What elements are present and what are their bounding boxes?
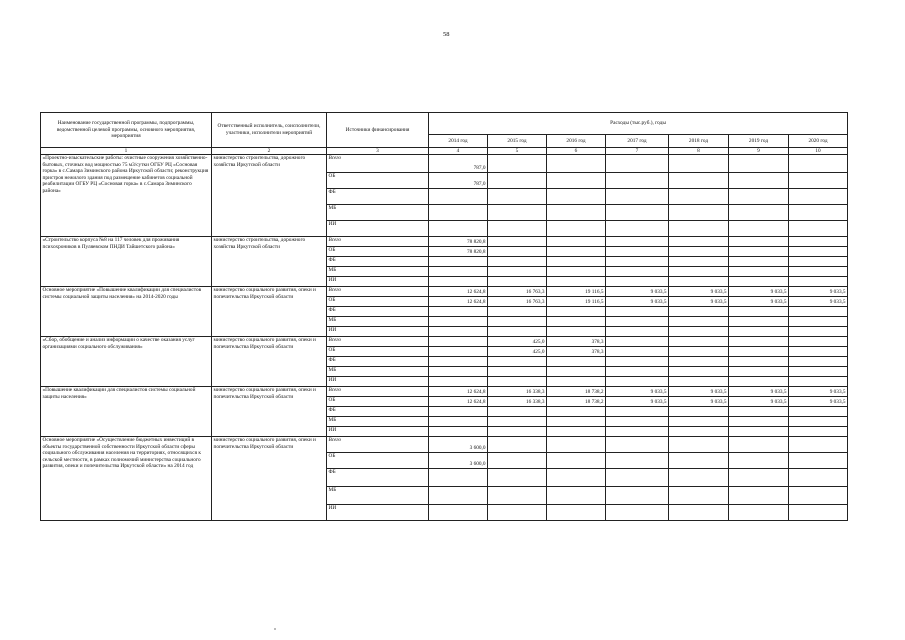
amount-cell bbox=[669, 469, 729, 487]
amount-cell bbox=[606, 221, 669, 237]
amount-cell bbox=[669, 347, 729, 357]
column-number: 10 bbox=[789, 148, 848, 155]
amount-cell: 378,3 bbox=[547, 337, 606, 347]
funding-source-cell: ФБ bbox=[327, 189, 429, 205]
amount-cell bbox=[669, 407, 729, 417]
amount-cell bbox=[789, 173, 848, 189]
amount-cell bbox=[669, 277, 729, 287]
amount-cell bbox=[669, 221, 729, 237]
header-year: 2018 год bbox=[669, 135, 729, 148]
amount-cell: 9 033,5 bbox=[669, 287, 729, 297]
amount-cell bbox=[669, 453, 729, 469]
amount-cell bbox=[488, 205, 547, 221]
header-year: 2019 год bbox=[729, 135, 789, 148]
amount-cell bbox=[789, 327, 848, 337]
amount-cell bbox=[606, 469, 669, 487]
funding-source-cell: ФБ bbox=[327, 407, 429, 417]
amount-cell: 9 033,5 bbox=[669, 397, 729, 407]
amount-cell bbox=[429, 267, 488, 277]
amount-cell: 9 033,5 bbox=[789, 287, 848, 297]
amount-cell bbox=[488, 417, 547, 427]
amount-cell bbox=[488, 377, 547, 387]
amount-cell bbox=[606, 277, 669, 287]
amount-cell bbox=[429, 417, 488, 427]
amount-cell bbox=[789, 367, 848, 377]
amount-cell bbox=[669, 189, 729, 205]
column-number: 9 bbox=[729, 148, 789, 155]
amount-cell: 425,0 bbox=[488, 337, 547, 347]
funding-source-cell: МБ bbox=[327, 267, 429, 277]
amount-cell bbox=[729, 257, 789, 267]
amount-cell: 9 033,5 bbox=[729, 397, 789, 407]
amount-cell: 9 033,5 bbox=[606, 387, 669, 397]
column-number: 5 bbox=[488, 148, 547, 155]
amount-cell: 425,0 bbox=[488, 347, 547, 357]
amount-cell bbox=[547, 487, 606, 505]
executor-cell: министерство социального развития, опеки и попечительства Иркутской области bbox=[212, 337, 327, 387]
amount-cell bbox=[547, 357, 606, 367]
amount-cell bbox=[789, 247, 848, 257]
amount-cell bbox=[729, 189, 789, 205]
column-number: 6 bbox=[547, 148, 606, 155]
amount-cell bbox=[488, 487, 547, 505]
funding-source-cell: ФБ bbox=[327, 307, 429, 317]
column-number: 2 bbox=[212, 148, 327, 155]
amount-cell: 787,0 bbox=[429, 155, 488, 173]
amount-cell bbox=[429, 357, 488, 367]
amount-cell bbox=[606, 317, 669, 327]
funding-source-cell: ИИ bbox=[327, 221, 429, 237]
amount-cell bbox=[669, 307, 729, 317]
executor-cell: министерство строительства, дорожного хозяйства Иркутской области bbox=[212, 155, 327, 237]
amount-cell bbox=[606, 437, 669, 453]
amount-cell: 16 763,3 bbox=[488, 297, 547, 307]
header-year: 2016 год bbox=[547, 135, 606, 148]
amount-cell bbox=[429, 347, 488, 357]
amount-cell: 12 624,8 bbox=[429, 387, 488, 397]
amount-cell bbox=[729, 505, 789, 521]
amount-cell bbox=[729, 221, 789, 237]
amount-cell bbox=[729, 417, 789, 427]
program-name-cell: «Проектно-изыскательские работы: очистные сооружения хозяйственно-бытовых, сточных вод мощностью 75 м3/сутки ОГБУ РЦ «Сосновая горка» в с.Самара Зиминского района Иркутской области; реконструкция пристроя нежилого здания под размещение кабинетов социальной реабилитации ОГБУ РЦ «Сосновая горка» в с.Самара Зиминского района» bbox=[41, 155, 212, 237]
executor-cell: министерство строительства, дорожного хозяйства Иркутской области bbox=[212, 237, 327, 287]
executor-cell: министерство социального развития, опеки и попечительства Иркутской области bbox=[212, 287, 327, 337]
amount-cell: 18 738,2 bbox=[547, 387, 606, 397]
amount-cell bbox=[606, 173, 669, 189]
amount-cell bbox=[488, 257, 547, 267]
amount-cell bbox=[547, 221, 606, 237]
header-year: 2017 год bbox=[606, 135, 669, 148]
amount-cell bbox=[789, 267, 848, 277]
amount-cell bbox=[789, 307, 848, 317]
amount-cell bbox=[669, 417, 729, 427]
amount-cell bbox=[669, 267, 729, 277]
column-number: 3 bbox=[327, 148, 429, 155]
amount-cell bbox=[606, 155, 669, 173]
header-program: Наименование государственной программы, подпрограммы, ведомственной целевой программы, основного мероприятия, мероприятия bbox=[41, 113, 212, 148]
amount-cell bbox=[547, 257, 606, 267]
header-expenses: Расходы (тыс.руб.), годы bbox=[429, 113, 848, 135]
column-number: 8 bbox=[669, 148, 729, 155]
amount-cell bbox=[606, 247, 669, 257]
amount-cell bbox=[488, 317, 547, 327]
page-number: 58 bbox=[443, 31, 450, 38]
amount-cell bbox=[606, 205, 669, 221]
amount-cell bbox=[429, 205, 488, 221]
amount-cell bbox=[547, 505, 606, 521]
amount-cell bbox=[789, 155, 848, 173]
amount-cell bbox=[669, 173, 729, 189]
amount-cell: 9 033,5 bbox=[669, 297, 729, 307]
amount-cell bbox=[488, 155, 547, 173]
amount-cell bbox=[729, 237, 789, 247]
table-row bbox=[41, 437, 848, 453]
amount-cell bbox=[606, 453, 669, 469]
amount-cell bbox=[429, 307, 488, 317]
amount-cell bbox=[729, 327, 789, 337]
amount-cell: 19 116,5 bbox=[547, 297, 606, 307]
column-number: 4 bbox=[429, 148, 488, 155]
amount-cell bbox=[606, 189, 669, 205]
amount-cell bbox=[547, 267, 606, 277]
amount-cell bbox=[669, 327, 729, 337]
amount-cell bbox=[606, 377, 669, 387]
amount-cell bbox=[789, 221, 848, 237]
amount-cell: 9 033,5 bbox=[729, 297, 789, 307]
amount-cell bbox=[789, 437, 848, 453]
amount-cell bbox=[729, 453, 789, 469]
amount-cell bbox=[789, 237, 848, 247]
amount-cell: 787,0 bbox=[429, 173, 488, 189]
amount-cell: 9 033,5 bbox=[669, 387, 729, 397]
amount-cell bbox=[729, 407, 789, 417]
executor-cell: министерство социального развития, опеки и попечительства Иркутской области bbox=[212, 387, 327, 437]
amount-cell bbox=[429, 327, 488, 337]
amount-cell bbox=[669, 367, 729, 377]
amount-cell bbox=[429, 407, 488, 417]
table-row bbox=[41, 287, 848, 297]
amount-cell bbox=[488, 407, 547, 417]
amount-cell: 9 033,5 bbox=[729, 387, 789, 397]
amount-cell bbox=[729, 173, 789, 189]
amount-cell bbox=[729, 307, 789, 317]
funding-source-cell: ИИ bbox=[327, 377, 429, 387]
funding-source-cell: ОБ bbox=[327, 397, 429, 407]
header-year: 2014 год bbox=[429, 135, 488, 148]
amount-cell bbox=[606, 367, 669, 377]
amount-cell bbox=[429, 257, 488, 267]
column-number: 1 bbox=[41, 148, 212, 155]
amount-cell bbox=[429, 505, 488, 521]
funding-source-cell: Всего bbox=[327, 155, 429, 173]
amount-cell bbox=[669, 337, 729, 347]
amount-cell: 16 338,3 bbox=[488, 397, 547, 407]
amount-cell bbox=[669, 357, 729, 367]
amount-cell bbox=[547, 307, 606, 317]
amount-cell bbox=[606, 357, 669, 367]
amount-cell bbox=[729, 377, 789, 387]
amount-cell bbox=[669, 257, 729, 267]
funding-source-cell: ФБ bbox=[327, 257, 429, 267]
executor-cell: министерство социального развития, опеки и попечительства Иркутской области bbox=[212, 437, 327, 521]
column-number: 7 bbox=[606, 148, 669, 155]
table-row bbox=[41, 387, 848, 397]
amount-cell bbox=[789, 277, 848, 287]
funding-source-cell: МБ bbox=[327, 205, 429, 221]
amount-cell bbox=[547, 377, 606, 387]
amount-cell bbox=[789, 317, 848, 327]
program-name-cell: Основное мероприятие «Осуществление бюджетных инвестиций в объекты государственной собственности Иркутской области сферы социального обслуживания населения на территориях, относящихся к сельской местности, в рамках полномочий министерства социального развития, опеки и попечительства Иркутской области» на 2014 год bbox=[41, 437, 212, 521]
header-year: 2015 год bbox=[488, 135, 547, 148]
amount-cell bbox=[547, 453, 606, 469]
amount-cell: 12 624,8 bbox=[429, 287, 488, 297]
amount-cell bbox=[789, 487, 848, 505]
amount-cell bbox=[789, 189, 848, 205]
amount-cell bbox=[488, 189, 547, 205]
amount-cell bbox=[429, 487, 488, 505]
funding-source-cell: ИИ bbox=[327, 327, 429, 337]
funding-source-cell: Всего bbox=[327, 387, 429, 397]
amount-cell bbox=[789, 453, 848, 469]
amount-cell bbox=[789, 257, 848, 267]
table-row bbox=[41, 337, 848, 347]
amount-cell bbox=[547, 407, 606, 417]
amount-cell bbox=[547, 427, 606, 437]
funding-source-cell: Всего bbox=[327, 337, 429, 347]
amount-cell bbox=[789, 337, 848, 347]
stray-mark bbox=[274, 628, 276, 630]
amount-cell bbox=[547, 155, 606, 173]
amount-cell bbox=[488, 469, 547, 487]
amount-cell bbox=[488, 427, 547, 437]
amount-cell bbox=[729, 277, 789, 287]
amount-cell bbox=[547, 173, 606, 189]
amount-cell: 16 763,3 bbox=[488, 287, 547, 297]
funding-source-cell: Всего bbox=[327, 237, 429, 247]
amount-cell bbox=[488, 367, 547, 377]
amount-cell bbox=[547, 327, 606, 337]
amount-cell bbox=[669, 247, 729, 257]
funding-source-cell: Всего bbox=[327, 437, 429, 453]
amount-cell bbox=[606, 327, 669, 337]
program-name-cell: Основное мероприятие «Повышение квалификации для специалистов системы социальной защиты населения» на 2014-2020 годы bbox=[41, 287, 212, 337]
amount-cell bbox=[729, 367, 789, 377]
amount-cell bbox=[729, 205, 789, 221]
amount-cell bbox=[429, 277, 488, 287]
table-body bbox=[41, 155, 848, 521]
amount-cell bbox=[547, 277, 606, 287]
amount-cell bbox=[729, 487, 789, 505]
amount-cell bbox=[606, 347, 669, 357]
funding-source-cell: ИИ bbox=[327, 277, 429, 287]
funding-source-cell: МБ bbox=[327, 317, 429, 327]
amount-cell bbox=[729, 347, 789, 357]
amount-cell bbox=[606, 267, 669, 277]
amount-cell: 16 338,3 bbox=[488, 387, 547, 397]
amount-cell bbox=[729, 267, 789, 277]
amount-cell bbox=[547, 237, 606, 247]
amount-cell bbox=[488, 307, 547, 317]
amount-cell bbox=[669, 505, 729, 521]
funding-source-cell: ОБ bbox=[327, 453, 429, 469]
amount-cell bbox=[789, 407, 848, 417]
amount-cell bbox=[789, 357, 848, 367]
amount-cell bbox=[789, 469, 848, 487]
amount-cell bbox=[488, 221, 547, 237]
amount-cell bbox=[606, 505, 669, 521]
amount-cell: 9 033,5 bbox=[789, 397, 848, 407]
funding-source-cell: ОБ bbox=[327, 347, 429, 357]
amount-cell bbox=[669, 237, 729, 247]
amount-cell bbox=[547, 417, 606, 427]
amount-cell bbox=[669, 205, 729, 221]
amount-cell bbox=[789, 505, 848, 521]
amount-cell bbox=[488, 327, 547, 337]
funding-source-cell: Всего bbox=[327, 287, 429, 297]
amount-cell bbox=[488, 505, 547, 521]
amount-cell: 78 820,8 bbox=[429, 247, 488, 257]
amount-cell bbox=[669, 427, 729, 437]
amount-cell bbox=[669, 155, 729, 173]
amount-cell bbox=[669, 437, 729, 453]
amount-cell: 9 033,5 bbox=[789, 297, 848, 307]
amount-cell bbox=[789, 347, 848, 357]
amount-cell bbox=[606, 487, 669, 505]
amount-cell: 3 600,0 bbox=[429, 437, 488, 453]
amount-cell: 9 033,5 bbox=[606, 297, 669, 307]
funding-source-cell: МБ bbox=[327, 487, 429, 505]
amount-cell bbox=[789, 427, 848, 437]
amount-cell bbox=[606, 337, 669, 347]
amount-cell: 9 033,5 bbox=[789, 387, 848, 397]
funding-source-cell: ОБ bbox=[327, 247, 429, 257]
amount-cell bbox=[789, 205, 848, 221]
amount-cell bbox=[729, 469, 789, 487]
amount-cell bbox=[488, 173, 547, 189]
amount-cell bbox=[488, 357, 547, 367]
amount-cell: 9 033,5 bbox=[606, 287, 669, 297]
amount-cell bbox=[547, 437, 606, 453]
amount-cell bbox=[729, 437, 789, 453]
amount-cell bbox=[429, 427, 488, 437]
amount-cell bbox=[488, 247, 547, 257]
amount-cell bbox=[429, 221, 488, 237]
amount-cell bbox=[606, 237, 669, 247]
amount-cell bbox=[488, 277, 547, 287]
amount-cell bbox=[547, 189, 606, 205]
amount-cell: 9 033,5 bbox=[729, 287, 789, 297]
amount-cell bbox=[547, 317, 606, 327]
funding-source-cell: ИИ bbox=[327, 427, 429, 437]
column-number-row bbox=[41, 148, 848, 155]
amount-cell bbox=[488, 237, 547, 247]
amount-cell bbox=[729, 247, 789, 257]
amount-cell bbox=[669, 317, 729, 327]
funding-source-cell: ОБ bbox=[327, 297, 429, 307]
amount-cell bbox=[606, 427, 669, 437]
amount-cell bbox=[488, 453, 547, 469]
amount-cell bbox=[606, 307, 669, 317]
amount-cell bbox=[729, 427, 789, 437]
funding-source-cell: МБ bbox=[327, 367, 429, 377]
amount-cell bbox=[488, 267, 547, 277]
amount-cell bbox=[789, 377, 848, 387]
amount-cell bbox=[547, 469, 606, 487]
funding-source-cell: ФБ bbox=[327, 357, 429, 367]
amount-cell bbox=[547, 205, 606, 221]
table-row bbox=[41, 155, 848, 173]
amount-cell: 12 624,8 bbox=[429, 297, 488, 307]
amount-cell bbox=[488, 437, 547, 453]
program-name-cell: «Сбор, обобщение и анализ информации о качестве оказания услуг организациями социального обслуживания» bbox=[41, 337, 212, 387]
amount-cell bbox=[729, 155, 789, 173]
header-year: 2020 год bbox=[789, 135, 848, 148]
header-executor: Ответственный исполнитель, соисполнители, участники, исполнители мероприятий bbox=[212, 113, 327, 148]
amount-cell bbox=[729, 337, 789, 347]
program-name-cell: «Строительство корпуса №8 на 117 человек для проживания психохроников в Пуляевском ПНДИ Тайшетского района» bbox=[41, 237, 212, 287]
amount-cell bbox=[669, 487, 729, 505]
amount-cell bbox=[429, 367, 488, 377]
amount-cell bbox=[729, 317, 789, 327]
amount-cell bbox=[429, 337, 488, 347]
amount-cell bbox=[606, 257, 669, 267]
amount-cell: 78 820,8 bbox=[429, 237, 488, 247]
funding-source-cell: ФБ bbox=[327, 469, 429, 487]
amount-cell bbox=[669, 377, 729, 387]
amount-cell: 3 600,0 bbox=[429, 453, 488, 469]
amount-cell bbox=[429, 469, 488, 487]
program-name-cell: «Повышение квалификации для специалистов системы социальной защиты населения» bbox=[41, 387, 212, 437]
budget-table bbox=[40, 112, 848, 521]
header-source: Источники финансирования bbox=[327, 113, 429, 148]
amount-cell: 19 116,5 bbox=[547, 287, 606, 297]
funding-source-cell: ОБ bbox=[327, 173, 429, 189]
funding-source-cell: МБ bbox=[327, 417, 429, 427]
amount-cell bbox=[429, 189, 488, 205]
amount-cell bbox=[547, 367, 606, 377]
table-row bbox=[41, 237, 848, 247]
amount-cell bbox=[606, 407, 669, 417]
amount-cell: 378,3 bbox=[547, 347, 606, 357]
amount-cell bbox=[789, 417, 848, 427]
funding-source-cell: ИИ bbox=[327, 505, 429, 521]
amount-cell bbox=[729, 357, 789, 367]
amount-cell bbox=[606, 417, 669, 427]
amount-cell: 18 738,2 bbox=[547, 397, 606, 407]
amount-cell bbox=[547, 247, 606, 257]
amount-cell bbox=[429, 317, 488, 327]
amount-cell bbox=[429, 377, 488, 387]
amount-cell: 12 624,8 bbox=[429, 397, 488, 407]
amount-cell: 9 033,5 bbox=[606, 397, 669, 407]
